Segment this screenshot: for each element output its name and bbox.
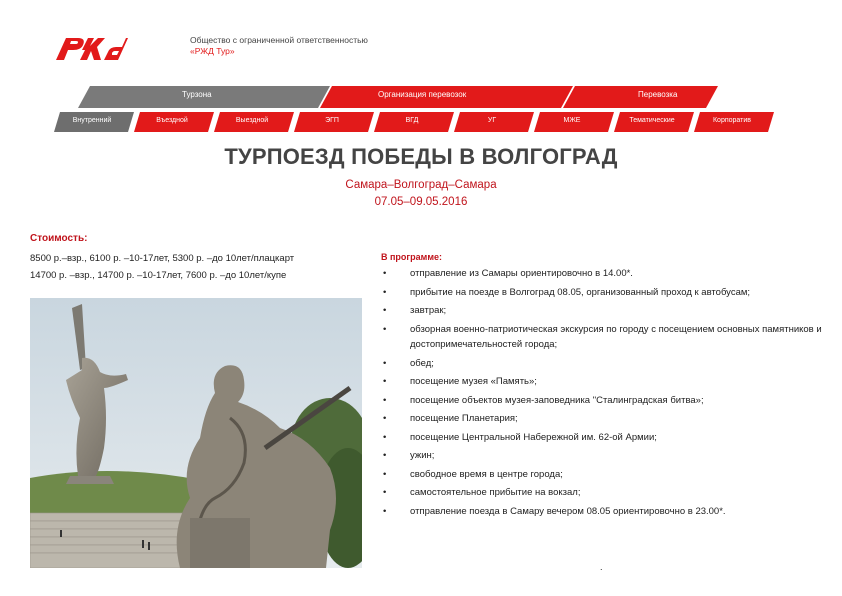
list-item: • самостоятельное прибытие на вокзал; (383, 487, 581, 498)
list-item: • отправление из Самары ориентировочно в 14.00*. (383, 268, 633, 279)
subtab-egp[interactable]: ЭГП (325, 117, 339, 124)
subtab-inbound[interactable]: Въездной (156, 117, 188, 124)
list-item: • посещение объектов музея-заповедника "Сталинградская битва»; (383, 394, 704, 406)
route-info (0, 177, 842, 211)
program-heading: В программе: (381, 252, 443, 262)
monument-photo (30, 298, 362, 568)
company-line-1: Общество с ограниченной ответственностью (190, 35, 368, 45)
page-title: ТУРПОЕЗД ПОБЕДЫ В ВОЛГОГРАД (224, 144, 618, 169)
subtab-corporate[interactable]: Корпоратив (712, 117, 751, 124)
list-item: • обзорная военно-патриотическая экскурсия по городу с посещением основных памятников и достопримечательностей города; (383, 323, 822, 350)
subtab-mzhe[interactable]: МЖЕ (563, 117, 581, 124)
list-item: • посещение музея «Память»; (383, 376, 537, 387)
top-nav (78, 86, 718, 108)
price-platskart: 8500 р.–взр., 6100 р. –10-17лет, 5300 р. –до 10лет/плацкарт (30, 253, 295, 264)
tab-organization[interactable]: Организация перевозок (378, 90, 467, 99)
route-text: Самара–Волгоград–Самара (345, 179, 497, 191)
subtab-ug[interactable]: УГ (487, 117, 497, 124)
list-item: • отправление поезда в Самару вечером 08.05 ориентировочно в 23.00*. (383, 505, 726, 517)
list-item: • завтрак; (383, 305, 447, 316)
tab-transport[interactable]: Перевозка (638, 90, 678, 99)
list-item: • ужин; (383, 450, 435, 461)
program-list (381, 266, 826, 522)
subtab-outbound[interactable]: Выездной (235, 117, 269, 124)
subtab-thematic[interactable]: Тематические (629, 117, 675, 124)
subtab-vgd[interactable]: ВГД (405, 117, 419, 124)
list-item: • прибытие на поезде в Волгоград 08.05, организованный проход к автобусам; (383, 286, 751, 298)
list-item: • обед; (383, 357, 434, 369)
company-name (190, 35, 368, 57)
sub-nav (54, 112, 774, 132)
subtab-domestic[interactable]: Внутренний (72, 117, 112, 124)
footer-mark: . (600, 562, 603, 572)
tab-turzona[interactable]: Турзона (182, 90, 212, 99)
rzd-logo (52, 30, 128, 66)
list-item: • свободное время в центре города; (383, 468, 563, 480)
price-kupe: 14700 р. –взр., 14700 р. –10-17лет, 7600 р. –до 10лет/купе (30, 270, 287, 281)
cost-heading: Стоимость: (30, 233, 88, 244)
dates-text: 07.05–09.05.2016 (374, 196, 468, 208)
list-item: • посещение Центральной Набережной им. 62-ой Армии; (383, 431, 657, 443)
list-item: • посещение Планетария; (383, 413, 518, 424)
company-line-2: «РЖД Тур» (190, 46, 235, 56)
